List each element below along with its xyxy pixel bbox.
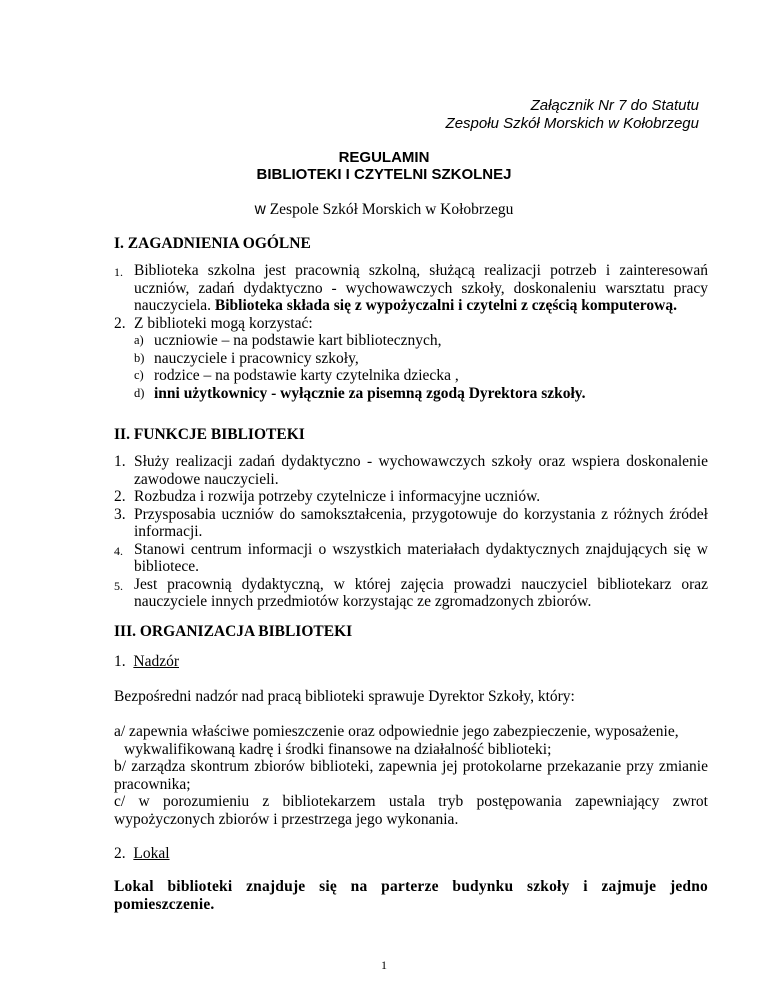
list-number: 3. [114,505,126,523]
location-prefix: w [254,201,266,218]
list-item-text: Rozbudza i rozwija potrzeby czytelnicze i informacyjne uczniów. [134,488,541,505]
list-item-text: Jest pracownią dydaktyczną, w której zajęcia prowadzi nauczyciel bibliotekarz oraz nauczyciele innych przedmiotów korzystając ze zgromadzonych zbiorów. [134,575,708,610]
list-number: 5. [114,578,123,593]
list-number: 2. [114,314,126,332]
list-item-text: Przysposabia uczniów do samokształcenia, przygotowuje do korzystania z różnych źródeł informacji. [134,505,708,540]
section-2-heading: II. FUNKCJE BIBLIOTEKI [114,426,305,443]
location-text: Zespole Szkół Morskich w Kołobrzegu [265,201,514,218]
list-item [114,262,708,315]
lokal-description: Lokal biblioteki znajduje się na parterze budynku szkoły i zajmuje jedno pomieszczenie. [114,878,708,913]
subsection-title: Lokal [133,845,170,862]
list-item [114,541,708,576]
point-a-line-1: a/ zapewnia właściwe pomieszczenie oraz odpowiednie jego zabezpieczenie, wyposażenie, [114,723,679,740]
sub-list [114,332,708,402]
sub-list-text: rodzice – na podstawie karty czytelnika dziecka , [154,367,459,384]
supervision-point-c: c/ w porozumieniu z bibliotekarzem ustala tryb postępowania zapewniający zwrot wypożyczonych zbiorów i przestrzega jego wykonania. [114,793,708,828]
sub-list-text: uczniowie – na podstawie kart bibliotecznych, [154,332,442,349]
sub-list-item [134,385,708,403]
supervision-point-a [114,723,708,758]
sub-list-letter: b) [134,350,145,365]
list-number: 1. [114,453,126,470]
list-number: 1. [114,265,123,279]
sub-list-letter: a) [134,333,144,347]
list-item-text: Służy realizacji zadań dydaktyczno - wychowawczych szkoły oraz wspiera doskonalenie zawodowe nauczycieli. [134,453,708,488]
sub-list-letter: c) [134,368,144,382]
document-title: REGULAMIN [338,149,430,166]
document-subtitle: BIBLIOTEKI I CZYTELNI SZKOLNEJ [256,166,512,183]
list-item-text: Stanowi centrum informacji o wszystkich materiałach dydaktycznych znajdujących się w bibliotece. [134,540,708,575]
list-item [114,453,708,488]
list-number: 4. [114,543,123,558]
list-item-text: Z biblioteki mogą korzystać: [134,314,313,332]
list-item [114,315,708,333]
subsection-title: Nadzór [133,653,179,670]
sub-list-text: nauczyciele i pracownicy szkoły, [154,349,359,367]
list-item [114,576,708,611]
supervision-intro: Bezpośredni nadzór nad pracą biblioteki sprawuje Dyrektor Szkoły, który: [114,688,575,705]
section-1-list [114,262,708,402]
sub-list-text: inni użytkownicy - wyłącznie za pisemną zgodą Dyrektora szkoły. [154,384,586,402]
list-item [114,506,708,541]
subsection-number: 1. [114,653,126,670]
list-item-bold-text: Biblioteka składa się z wypożyczalni i czytelni z częścią komputerową. [214,297,677,314]
point-a-line-2: wykwalifikowaną kadrę i środki finansowe na działalność biblioteki; [124,740,552,758]
attachment-line-1: Załącznik Nr 7 do Statutu [530,97,699,114]
sub-list-item [134,367,708,385]
sub-list-letter: d) [134,385,145,400]
document-location [0,201,768,219]
subsection-nadzor [114,653,708,671]
supervision-point-b: b/ zarządza skontrum zbiorów biblioteki, zapewnia jej protokolarne przekazanie przy zmianie pracownika; [114,758,708,793]
section-3-heading: III. ORGANIZACJA BIBLIOTEKI [114,623,353,640]
sub-list-item [134,350,708,368]
section-1-heading: I. ZAGADNIENIA OGÓLNE [114,235,311,252]
sub-list-item [134,332,708,350]
subsection-lokal [114,845,708,863]
page-number: 1 [381,958,387,972]
list-number: 2. [114,488,126,505]
list-item [114,488,708,506]
attachment-line-2: Zespołu Szkół Morskich w Kołobrzegu [445,115,699,132]
list-item-text: Biblioteka szkolna jest pracownią szkolną, służącą realizacji potrzeb i zainteresowań uczniów, zadań dydaktyczno - wychowawczych szkoły, doskonaleniu warsztatu pracy nauczyciela. [134,262,708,314]
section-2-list [114,453,708,611]
subsection-number: 2. [114,845,126,862]
